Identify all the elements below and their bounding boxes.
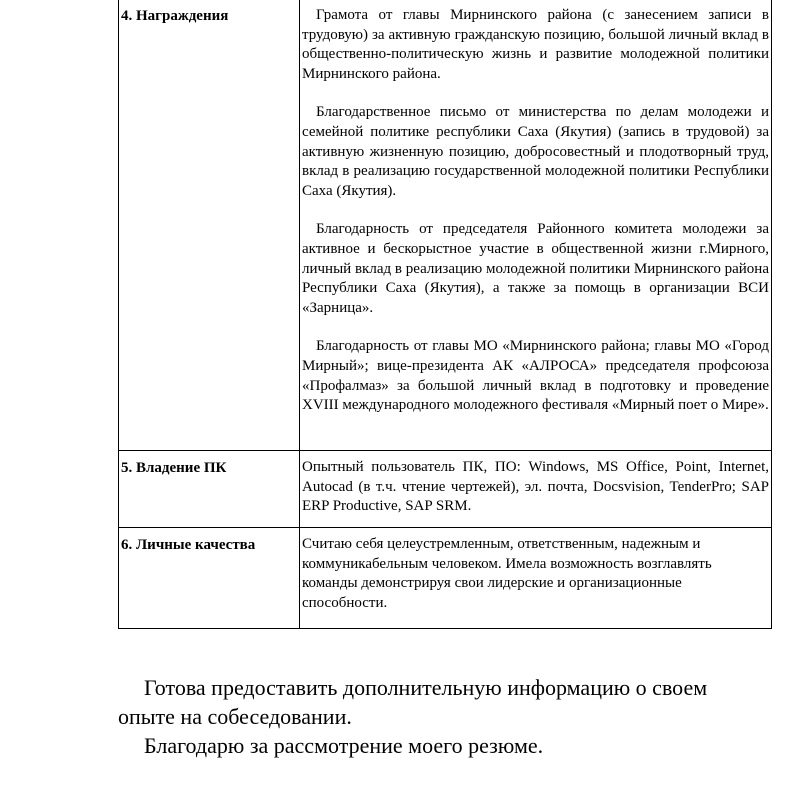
award-paragraph-1: Грамота от главы Мирнинского района (с занесением записи в трудовую) за активную гражданскую позицию, большой личный вклад в общественно-политическую жизнь и развитие молодежной политики Мирнинского района. — [302, 7, 769, 82]
award-paragraph-3: Благодарность от председателя Районного комитета молодежи за активное и бескорыстное участие в общественной жизни г.Мирного, личный вклад в реализацию молодежной политики Мирнинского района Республики Саха (Якутия), а также за помощь в организации ВСИ «Зарница». — [302, 221, 769, 316]
personal-qualities-content-cell — [300, 528, 772, 629]
pc-skills-label: 5. Владение ПК — [121, 460, 227, 476]
resume-table — [118, 0, 772, 629]
closing-line-1: Готова предоставить дополнительную информацию о своем опыте на собеседовании. — [118, 675, 708, 729]
pc-skills-text: Опытный пользователь ПК, ПО: Windows, MS Office, Point, Internet, Autocad (в т.ч. чтение чертежей), эл. почта, Docsvision, TenderPro; SAP ERP Productive, SAP SRM. — [302, 459, 769, 515]
award-paragraph-4: Благодарность от главы МО «Мирнинского района; главы МО «Город Мирный»; вице-президента АК «АЛРОСА» председателя профсоюза «Профалмаз» за большой личный вклад в подготовку и проведение XVIII международного молодежного фестиваля «Мирный поет о Мире». — [302, 338, 769, 414]
awards-label: 4. Награждения — [121, 8, 229, 24]
table-row-awards — [119, 0, 772, 451]
personal-qualities-label: 6. Личные качества — [121, 537, 256, 553]
pc-skills-label-cell — [119, 451, 300, 528]
personal-qualities-label-cell — [119, 528, 300, 629]
closing-section — [118, 673, 758, 760]
table-row-pc-skills — [119, 451, 772, 528]
personal-qualities-text: Считаю себя целеустремленным, ответственным, надежным и коммуникабельным человеком. Имела возможность возглавлять команды демонстрируя свои лидерские и организационные способности. — [302, 536, 712, 611]
closing-line-2: Благодарю за рассмотрение моего резюме. — [144, 733, 544, 758]
table-row-personal-qualities — [119, 528, 772, 629]
award-paragraph-2: Благодарственное письмо от министерства по делам молодежи и семейной политике республики Саха (Якутия) (запись в трудовой) за активную жизненную позицию, добросовестный и плодотворный труд, вклад в реализацию государственной молодежной политики Республики Саха (Якутия). — [302, 104, 769, 199]
awards-content — [300, 0, 771, 416]
pc-skills-content-cell — [300, 451, 772, 528]
awards-content-cell — [300, 0, 772, 451]
awards-label-cell — [119, 0, 300, 451]
